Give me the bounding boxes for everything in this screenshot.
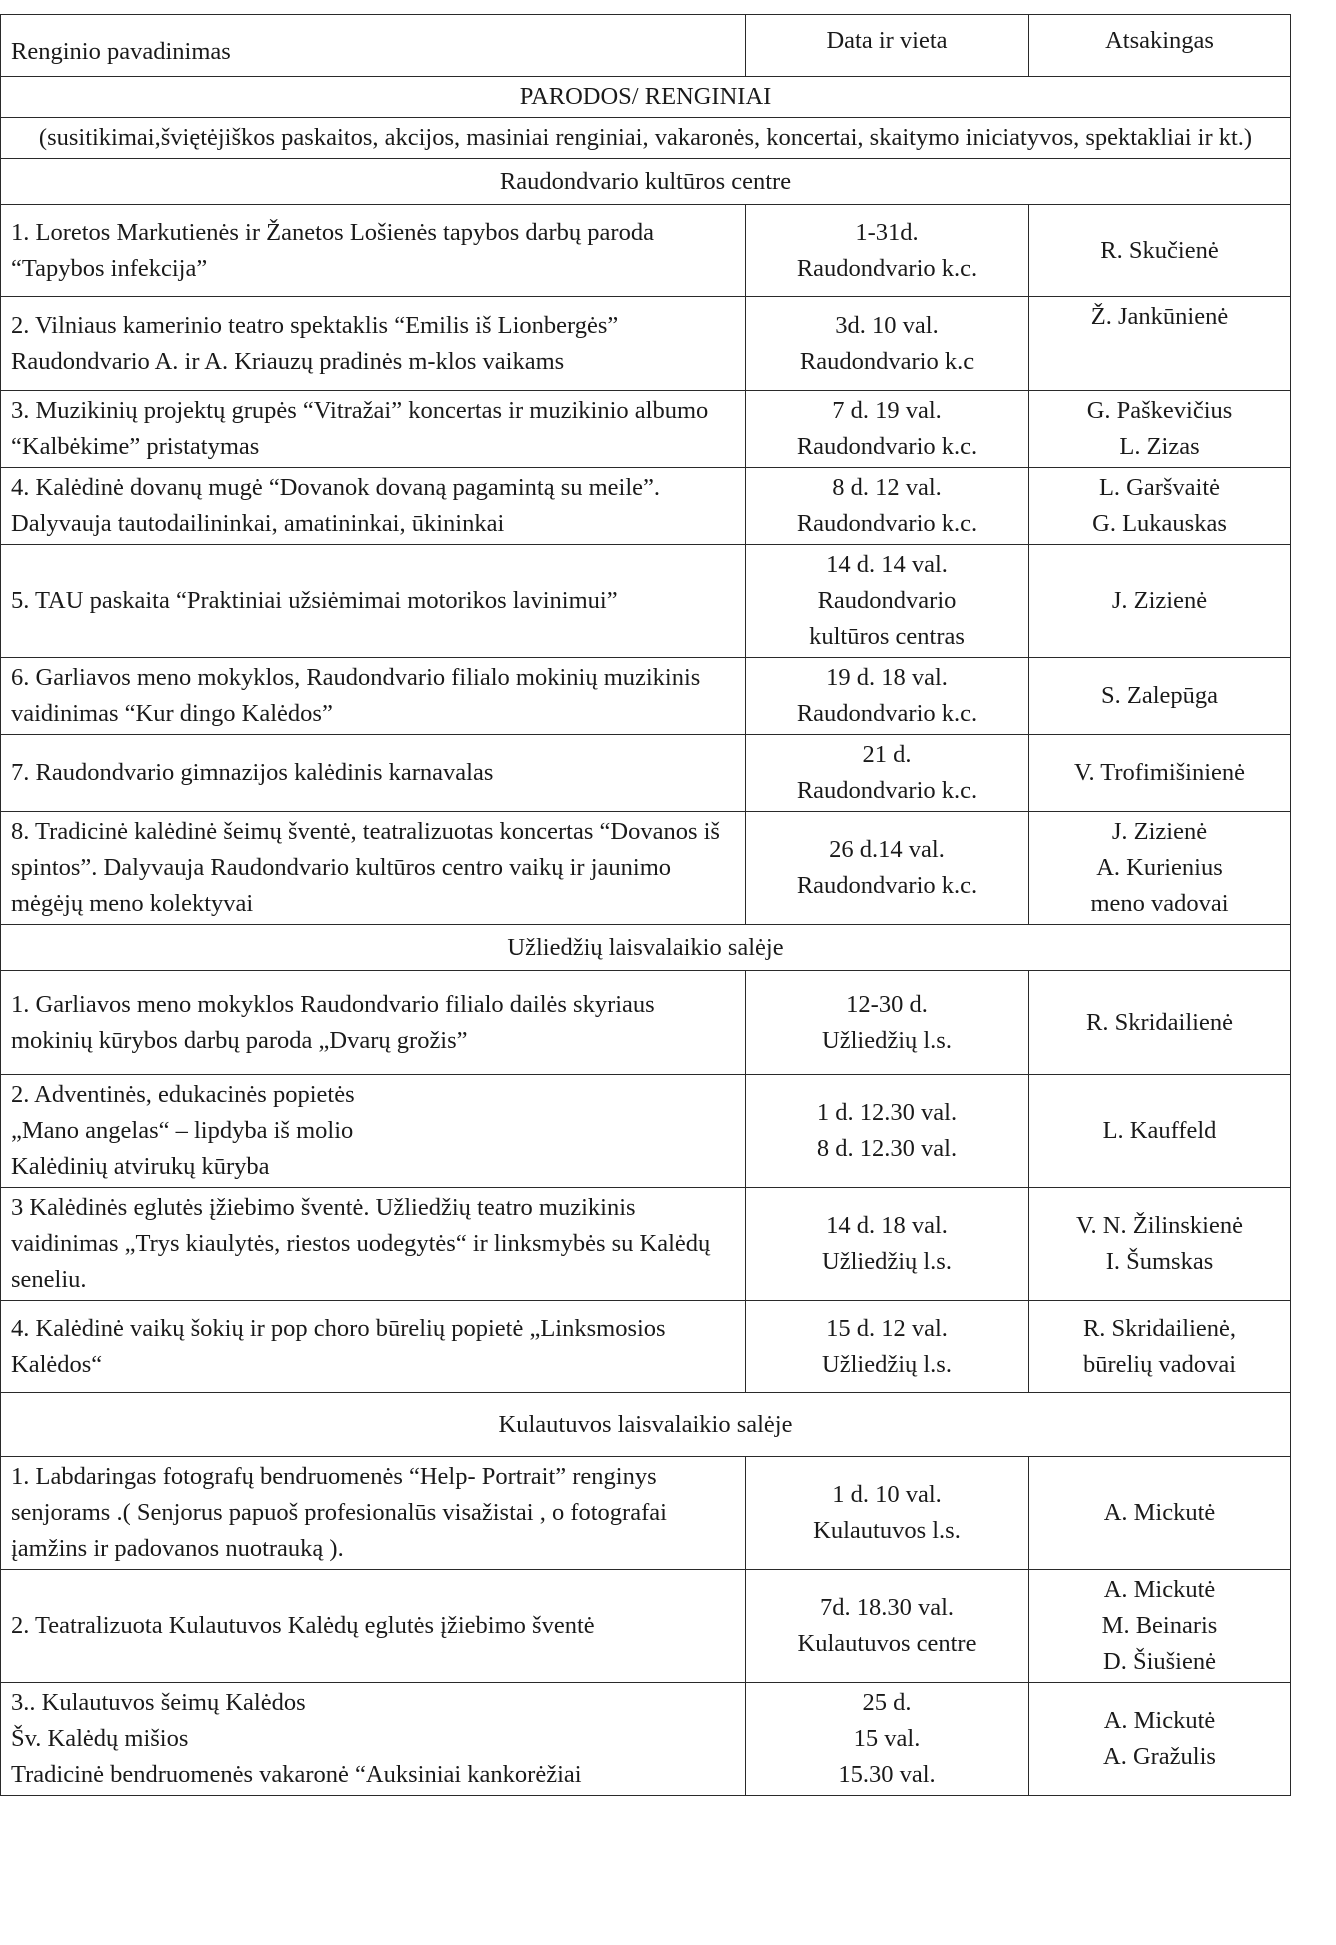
event-date-place: 15 d. 12 val. Užliedžių l.s. <box>746 1301 1029 1393</box>
event-name: 1. Garliavos meno mokyklos Raudondvario filialo dailės skyriaus mokinių kūrybos darbų paroda „Dvarų grožis” <box>1 971 746 1075</box>
event-name: 3.. Kulautuvos šeimų Kalėdos Šv. Kalėdų mišios Tradicinė bendruomenės vakaronė “Auksiniai kankorėžiai <box>1 1683 746 1796</box>
event-responsible: A. Mickutė M. Beinaris D. Šiušienė <box>1029 1570 1291 1683</box>
event-name: 2. Teatralizuota Kulautuvos Kalėdų eglutės įžiebimo šventė <box>1 1570 746 1683</box>
event-row <box>1 1075 1291 1188</box>
event-name: 7. Raudondvario gimnazijos kalėdinis karnavalas <box>1 735 746 812</box>
event-date-place: 12-30 d. Užliedžių l.s. <box>746 971 1029 1075</box>
event-date-place: 7 d. 19 val. Raudondvario k.c. <box>746 391 1029 468</box>
event-name: 4. Kalėdinė dovanų mugė “Dovanok dovaną pagamintą su meile”. Dalyvauja tautodailininkai, amatininkai, ūkininkai <box>1 468 746 545</box>
event-date-place: 1-31d. Raudondvario k.c. <box>746 205 1029 297</box>
header-responsible: Atsakingas <box>1029 15 1291 77</box>
event-name: 4. Kalėdinė vaikų šokių ir pop choro būrelių popietė „Linksmosios Kalėdos“ <box>1 1301 746 1393</box>
event-name: 6. Garliavos meno mokyklos, Raudondvario filialo mokinių muzikinis vaidinimas “Kur dingo Kalėdos” <box>1 658 746 735</box>
event-date-place: 7d. 18.30 val. Kulautuvos centre <box>746 1570 1029 1683</box>
event-row <box>1 1301 1291 1393</box>
header-date-place: Data ir vieta <box>746 15 1029 77</box>
event-responsible: G. Paškevičius L. Zizas <box>1029 391 1291 468</box>
section-title-row <box>1 77 1291 118</box>
event-row <box>1 545 1291 658</box>
header-row <box>1 15 1291 77</box>
event-row <box>1 812 1291 925</box>
events-body <box>1 77 1291 1796</box>
event-responsible: R. Skridailienė <box>1029 971 1291 1075</box>
group-title: Kulautuvos laisvalaikio salėje <box>1 1393 1291 1457</box>
event-date-place: 3d. 10 val. Raudondvario k.c <box>746 297 1029 391</box>
event-date-place: 14 d. 14 val. Raudondvario kultūros centras <box>746 545 1029 658</box>
event-row <box>1 1188 1291 1301</box>
event-name: 3. Muzikinių projektų grupės “Vitražai” koncertas ir muzikinio albumo “Kalbėkime” pristatymas <box>1 391 746 468</box>
event-row <box>1 1457 1291 1570</box>
event-responsible: L. Kauffeld <box>1029 1075 1291 1188</box>
header-event-name: Renginio pavadinimas <box>1 15 746 77</box>
event-name: 1. Loretos Markutienės ir Žanetos Lošienės tapybos darbų paroda “Tapybos infekcija” <box>1 205 746 297</box>
section-title: PARODOS/ RENGINIAI <box>1 77 1291 118</box>
event-name: 1. Labdaringas fotografų bendruomenės “Help- Portrait” renginys senjorams .( Senjorus papuoš profesionalūs visažistai , o fotografai įamžins ir padovanos nuotrauką ). <box>1 1457 746 1570</box>
event-row <box>1 1683 1291 1796</box>
event-responsible: R. Skučienė <box>1029 205 1291 297</box>
group-title-row <box>1 1393 1291 1457</box>
event-name: 2. Vilniaus kamerinio teatro spektaklis “Emilis iš Lionbergės” Raudondvario A. ir A. Kriauzų pradinės m-klos vaikams <box>1 297 746 391</box>
event-responsible: A. Mickutė A. Gražulis <box>1029 1683 1291 1796</box>
event-row <box>1 391 1291 468</box>
event-name: 8. Tradicinė kalėdinė šeimų šventė, teatralizuotas koncertas “Dovanos iš spintos”. Dalyvauja Raudondvario kultūros centro vaikų ir jaunimo mėgėjų meno kolektyvai <box>1 812 746 925</box>
group-title: Užliedžių laisvalaikio salėje <box>1 925 1291 971</box>
event-responsible: V. Trofimišinienė <box>1029 735 1291 812</box>
event-row <box>1 971 1291 1075</box>
section-subtitle: (susitikimai,šviętėjiškos paskaitos, akcijos, masiniai renginiai, vakaronės, koncertai, skaitymo iniciatyvos, spektakliai ir kt.) <box>1 118 1291 159</box>
event-responsible: S. Zalepūga <box>1029 658 1291 735</box>
event-date-place: 19 d. 18 val. Raudondvario k.c. <box>746 658 1029 735</box>
event-row <box>1 468 1291 545</box>
group-title-row <box>1 159 1291 205</box>
event-date-place: 26 d.14 val. Raudondvario k.c. <box>746 812 1029 925</box>
group-title: Raudondvario kultūros centre <box>1 159 1291 205</box>
event-row <box>1 658 1291 735</box>
event-responsible: V. N. Žilinskienė I. Šumskas <box>1029 1188 1291 1301</box>
event-name: 2. Adventinės, edukacinės popietės „Mano angelas“ – lipdyba iš molio Kalėdinių atvirukų kūryba <box>1 1075 746 1188</box>
event-date-place: 21 d. Raudondvario k.c. <box>746 735 1029 812</box>
events-document <box>0 14 1290 1796</box>
event-row <box>1 1570 1291 1683</box>
event-row <box>1 297 1291 391</box>
event-responsible: R. Skridailienė, būrelių vadovai <box>1029 1301 1291 1393</box>
group-title-row <box>1 925 1291 971</box>
event-name: 3 Kalėdinės eglutės įžiebimo šventė. Užliedžių teatro muzikinis vaidinimas „Trys kiaulytės, riestos uodegytės“ ir linksmybės su Kalėdų seneliu. <box>1 1188 746 1301</box>
event-date-place: 25 d. 15 val. 15.30 val. <box>746 1683 1029 1796</box>
events-table <box>0 14 1291 1796</box>
event-date-place: 1 d. 10 val. Kulautuvos l.s. <box>746 1457 1029 1570</box>
event-responsible: Ž. Jankūnienė <box>1029 297 1291 391</box>
section-subtitle-row <box>1 118 1291 159</box>
event-responsible: J. Zizienė A. Kurienius meno vadovai <box>1029 812 1291 925</box>
event-responsible: J. Zizienė <box>1029 545 1291 658</box>
event-row <box>1 735 1291 812</box>
event-responsible: A. Mickutė <box>1029 1457 1291 1570</box>
event-responsible: L. Garšvaitė G. Lukauskas <box>1029 468 1291 545</box>
event-row <box>1 205 1291 297</box>
event-date-place: 8 d. 12 val. Raudondvario k.c. <box>746 468 1029 545</box>
event-date-place: 1 d. 12.30 val. 8 d. 12.30 val. <box>746 1075 1029 1188</box>
event-date-place: 14 d. 18 val. Užliedžių l.s. <box>746 1188 1029 1301</box>
event-name: 5. TAU paskaita “Praktiniai užsiėmimai motorikos lavinimui” <box>1 545 746 658</box>
